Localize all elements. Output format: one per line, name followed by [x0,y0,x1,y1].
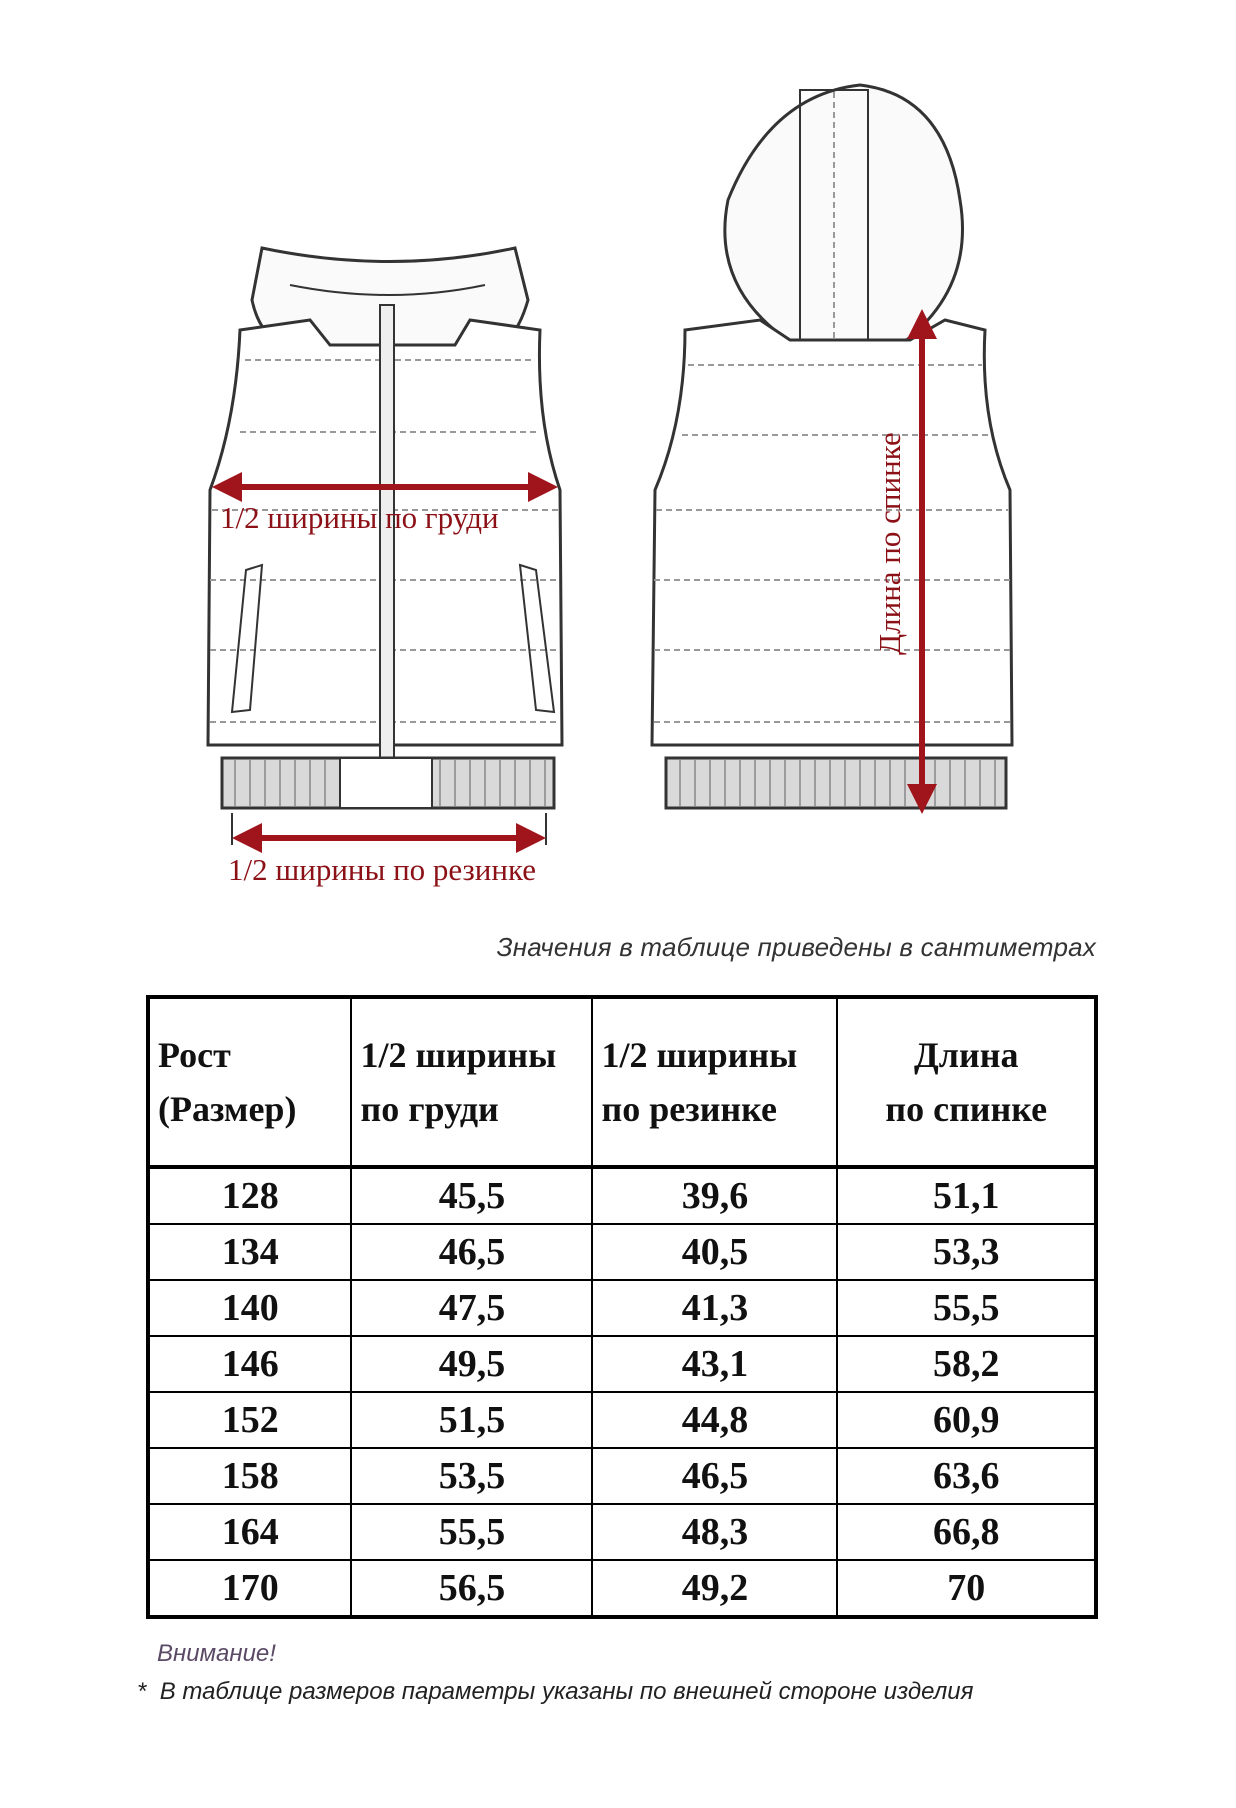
back-vest-drawing [652,85,1012,808]
cell-band: 39,6 [592,1167,837,1224]
back-length-label: Длина по спинке [872,432,907,655]
cell-length: 58,2 [837,1336,1096,1392]
band-width-label: 1/2 ширины по резинке [228,852,537,887]
cell-size: 146 [148,1336,351,1392]
units-note: Значения в таблице приведены в сантиметрах [496,932,1096,962]
band-width-arrow [232,813,546,845]
cell-chest: 51,5 [351,1392,592,1448]
table-header-row [148,997,1096,1167]
cell-band: 41,3 [592,1280,837,1336]
cell-chest: 47,5 [351,1280,592,1336]
cell-chest: 56,5 [351,1560,592,1617]
size-table [146,995,1098,1619]
cell-band: 48,3 [592,1504,837,1560]
chest-width-label: 1/2 ширины по груди [220,500,499,535]
cell-size: 134 [148,1224,351,1280]
cell-size: 152 [148,1392,351,1448]
cell-size: 170 [148,1560,351,1617]
table-row [148,1280,1096,1336]
table-row [148,1336,1096,1392]
cell-size: 164 [148,1504,351,1560]
header-height-size: Рост (Размер) [148,997,351,1167]
cell-chest: 45,5 [351,1167,592,1224]
cell-size: 158 [148,1448,351,1504]
cell-length: 53,3 [837,1224,1096,1280]
header-chest-width: 1/2 ширины по груди [351,997,592,1167]
cell-band: 44,8 [592,1392,837,1448]
cell-size: 128 [148,1167,351,1224]
cell-size: 140 [148,1280,351,1336]
cell-length: 51,1 [837,1167,1096,1224]
vest-measurement-illustration [0,0,1236,900]
cell-band: 40,5 [592,1224,837,1280]
cell-band: 46,5 [592,1448,837,1504]
cell-chest: 53,5 [351,1448,592,1504]
attention-mark: ! [269,1640,276,1667]
footnote-star: * [137,1678,147,1705]
cell-chest: 46,5 [351,1224,592,1280]
table-row [148,1560,1096,1617]
cell-length: 66,8 [837,1504,1096,1560]
footnote [137,1678,973,1706]
cell-band: 49,2 [592,1560,837,1617]
cell-length: 60,9 [837,1392,1096,1448]
table-row [148,1448,1096,1504]
attention-label [157,1640,276,1668]
table-row [148,1392,1096,1448]
attention-text: Внимание [157,1640,270,1667]
cell-length: 70 [837,1560,1096,1617]
footnote-text: В таблице размеров параметры указаны по внешней стороне изделия [159,1678,974,1705]
header-band-width: 1/2 ширины по резинке [592,997,837,1167]
table-row [148,1167,1096,1224]
cell-band: 43,1 [592,1336,837,1392]
cell-chest: 55,5 [351,1504,592,1560]
table-row [148,1224,1096,1280]
header-back-length: Длина по спинке [837,997,1096,1167]
table-row [148,1504,1096,1560]
cell-length: 55,5 [837,1280,1096,1336]
cell-length: 63,6 [837,1448,1096,1504]
cell-chest: 49,5 [351,1336,592,1392]
